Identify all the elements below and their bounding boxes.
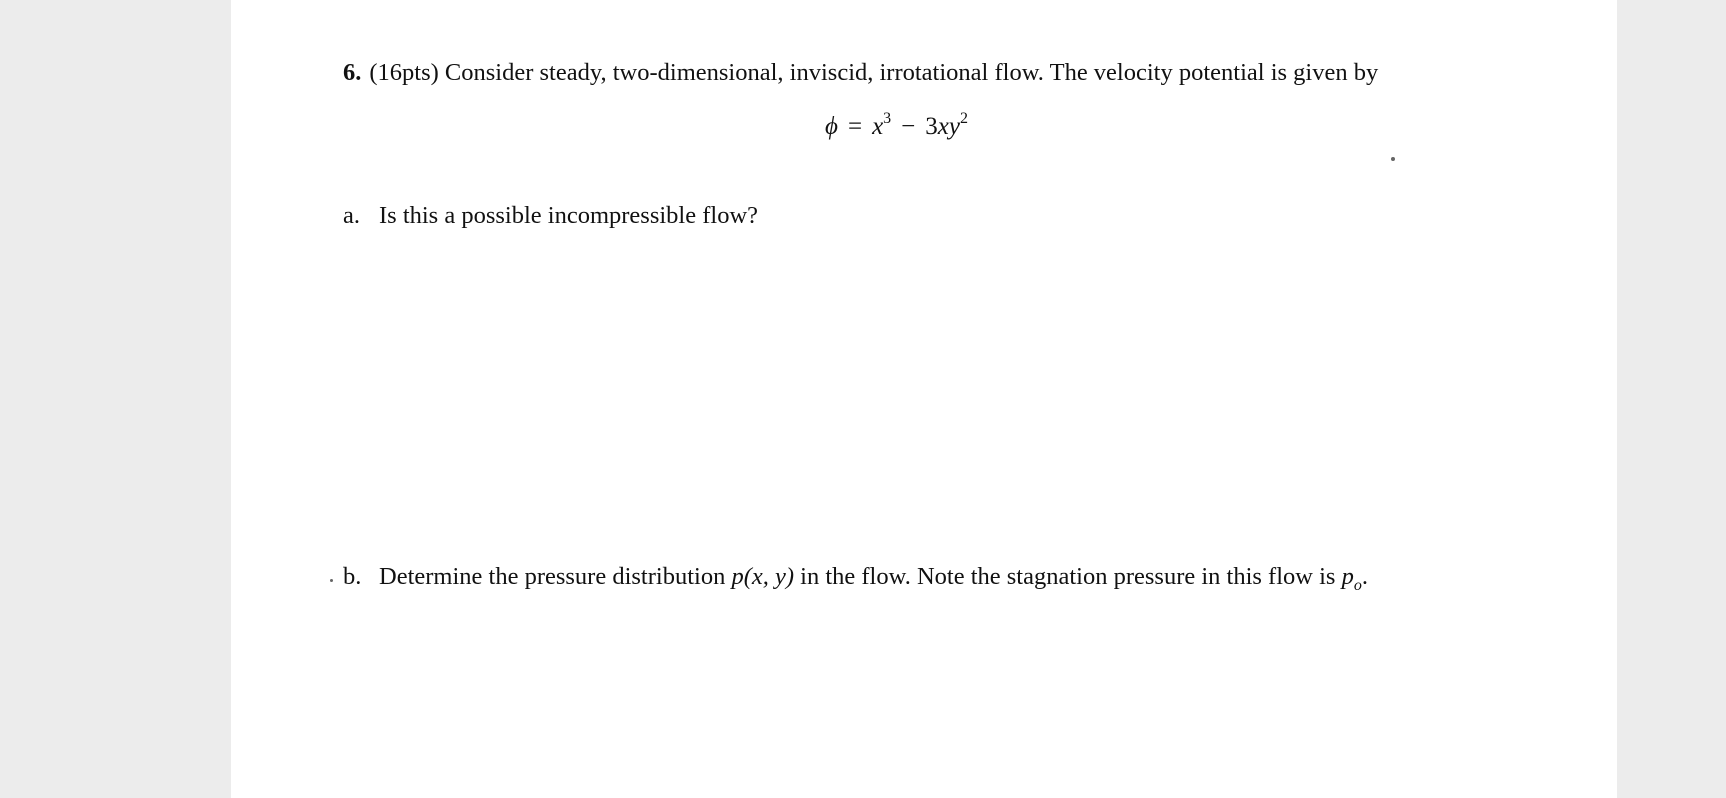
part-a-text: Is this a possible incompressible flow? [379, 202, 759, 229]
coefficient: 3 [925, 113, 938, 140]
problem-number: 6. [343, 59, 362, 86]
velocity-potential-equation [825, 110, 968, 141]
stray-mark-2 [330, 579, 333, 582]
part-b-text-before: Determine the pressure distribution [379, 563, 732, 590]
equals-sign: = [847, 113, 863, 140]
y-exponent: 2 [960, 110, 968, 127]
minus-sign: − [901, 113, 916, 140]
stray-mark [1391, 157, 1395, 161]
part-b-letter: b. [343, 563, 362, 590]
problem-text: (16pts) Consider steady, two-dimensional, inviscid, irrotational flow. The velocity potential is given by [369, 59, 1379, 86]
part-b-text-mid: in the flow. Note the stagnation pressure in this flow is [794, 563, 1342, 590]
document-page [231, 0, 1617, 798]
stagnation-pressure-symbol: p [1341, 563, 1354, 590]
pressure-function: p [731, 563, 744, 590]
part-b [343, 563, 1368, 595]
part-a-letter: a. [343, 202, 360, 229]
x-exponent: 3 [883, 110, 892, 127]
problem-statement [343, 59, 1378, 87]
stagnation-pressure-subscript: o [1353, 576, 1362, 594]
x-variable: x [872, 113, 884, 140]
part-b-period: . [1361, 563, 1368, 590]
pressure-args: (x, y) [743, 563, 795, 590]
x-variable-2: x [937, 113, 949, 140]
part-a [343, 202, 758, 230]
y-variable: y [948, 113, 960, 140]
phi-symbol: ϕ [825, 113, 838, 140]
